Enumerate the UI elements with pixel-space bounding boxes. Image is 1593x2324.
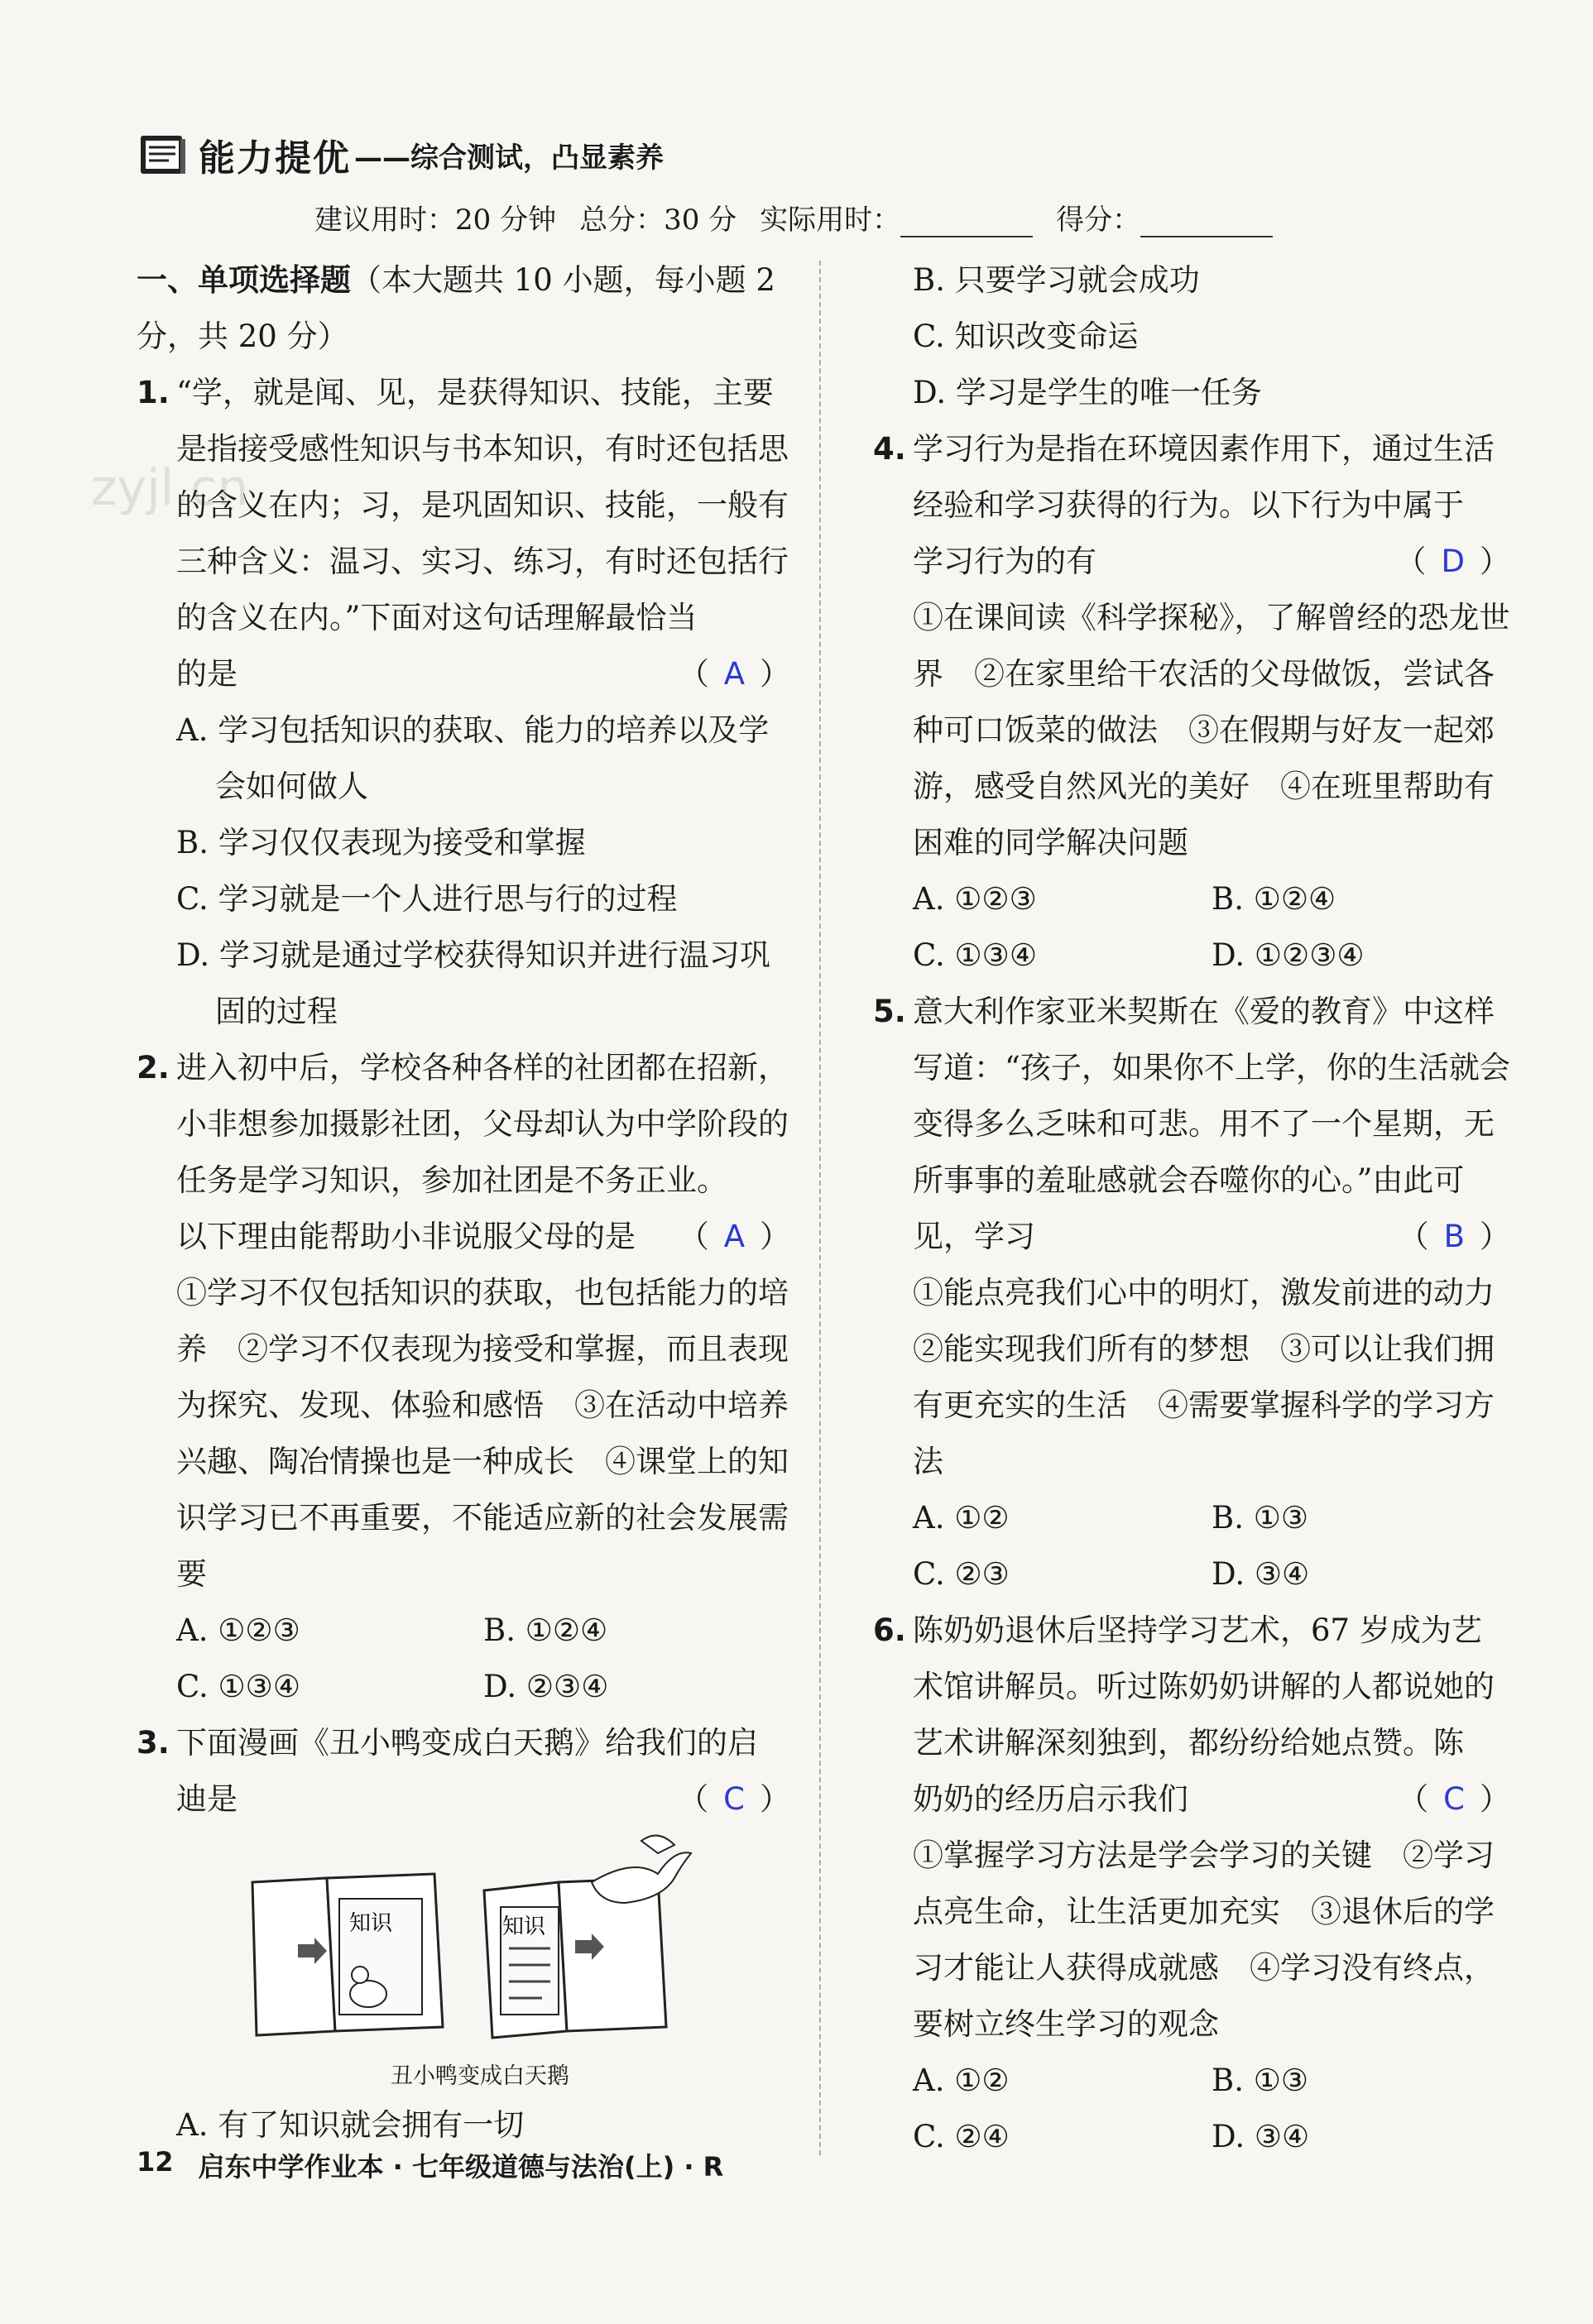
option-c[interactable]: C. ②③ xyxy=(913,1556,1010,1592)
book-icon xyxy=(139,131,187,179)
question-stem: 陈奶奶退休后坚持学习艺术，67 岁成为艺术馆讲解员。听过陈奶奶讲解的人都说她的艺术讲解深刻独到，都纷纷给她点赞。陈 xyxy=(913,1612,1495,1761)
option-b[interactable]: B. 学习仅仅表现为接受和掌握 xyxy=(176,825,586,860)
option-a[interactable]: A. 有了知识就会拥有一切 xyxy=(176,2107,525,2143)
question-stem-tail: 奶奶的经历启示我们 xyxy=(913,1781,1188,1817)
option-a[interactable]: A. ①②③ xyxy=(913,881,1037,917)
option-b[interactable]: B. ①③ xyxy=(1212,1500,1309,1536)
question-number: 2. xyxy=(137,1050,170,1085)
section-banner xyxy=(139,122,664,187)
question-statements: ①学习不仅包括知识的获取，也包括能力的培养 ②学习不仅表现为接受和掌握，而且表现为探究、发现、体验和感悟 ③在活动中培养兴趣、陶冶情操也是一种成长 ④课堂上的知识学习已不再重要，不能适应新的社会发展需要 xyxy=(176,1275,789,1592)
option-b[interactable]: B. ①②④ xyxy=(483,1612,608,1648)
question-6 xyxy=(873,1603,1510,2053)
section-heading xyxy=(137,252,790,365)
cartoon-caption: 丑小鸭变成白天鹅 xyxy=(391,2063,569,2089)
answer-letter: D xyxy=(1441,544,1465,579)
question-1 xyxy=(137,365,790,702)
book-title: 启东中学作业本 · 七年级道德与法治(上) · R xyxy=(198,2151,724,2183)
question-stem-tail: 学习行为的有 xyxy=(913,544,1096,579)
answer-bracket: （ B ） xyxy=(1398,1219,1510,1254)
actual-time-blank[interactable] xyxy=(900,211,1033,237)
option-a[interactable]: A. ①② xyxy=(913,1500,1010,1536)
column-divider xyxy=(819,261,821,2155)
question-stem: “学，就是闻、见，是获得知识、技能，主要是指接受感性知识与书本知识，有时还包括思的含义在内；习，是巩固知识、技能，一般有三种含义：温习、实习、练习，有时还包括行的含义在内。”下面对这句话理解最恰当 xyxy=(176,375,789,635)
question-stem: 下面漫画《丑小鸭变成白天鹅》给我们的启 xyxy=(176,1725,758,1761)
total-score: 总分：30 分 xyxy=(579,204,737,237)
question-number: 3. xyxy=(137,1725,170,1761)
answer-letter: A xyxy=(723,656,745,692)
option-d[interactable]: D. 学习就是通过学校获得知识并进行温习巩固的过程 xyxy=(176,937,770,1029)
option-b[interactable]: B. 只要学习就会成功 xyxy=(913,262,1200,298)
right-column xyxy=(873,252,1525,2165)
test-meta xyxy=(314,197,1273,237)
options-grid xyxy=(137,1603,790,1715)
question-stem-tail: 以下理由能帮助小非说服父母的是 xyxy=(176,1219,636,1254)
page-number: 12 xyxy=(137,2146,174,2178)
suggest-time: 建议用时：20 分钟 xyxy=(314,204,557,237)
answer-bracket: （ D ） xyxy=(1395,544,1510,579)
option-d[interactable]: D. ②③④ xyxy=(483,1669,609,1704)
section-title: 一、单项选择题 xyxy=(137,262,351,298)
option-c[interactable]: C. ②④ xyxy=(913,2119,1010,2154)
answer-bracket: （ C ） xyxy=(678,1781,790,1817)
score: 得分： xyxy=(1056,197,1273,237)
question-number: 5. xyxy=(873,994,906,1029)
question-5 xyxy=(873,984,1525,1490)
options-grid xyxy=(873,871,1510,984)
answer-letter: C xyxy=(1443,1781,1465,1817)
question-number: 1. xyxy=(137,375,170,410)
score-blank[interactable] xyxy=(1140,211,1273,237)
options-grid xyxy=(873,2053,1510,2165)
option-d[interactable]: D. ③④ xyxy=(1212,2119,1310,2154)
option-c[interactable]: C. 学习就是一个人进行思与行的过程 xyxy=(176,881,678,917)
question-stem: 意大利作家亚米契斯在《爱的教育》中这样写道：“孩子，如果你不上学，你的生活就会变得多么乏味和可悲。用不了一个星期，无所事事的羞耻感就会吞噬你的心。”由此可 xyxy=(913,994,1510,1198)
answer-letter: C xyxy=(723,1781,745,1817)
question-4 xyxy=(873,421,1510,871)
answer-bracket: （ A ） xyxy=(678,656,790,692)
question-stem-tail: 迪是 xyxy=(176,1781,238,1817)
answer-letter: B xyxy=(1443,1219,1465,1254)
option-a[interactable]: A. ①② xyxy=(913,2063,1010,2098)
option-b[interactable]: B. ①②④ xyxy=(1212,881,1336,917)
page-footer xyxy=(137,2146,723,2184)
option-c[interactable]: C. 知识改变命运 xyxy=(913,319,1139,354)
cartoon-illustration xyxy=(137,1833,790,2056)
question-statements: ①能点亮我们心中的明灯，激发前进的动力 ②能实现我们所有的梦想 ③可以让我们拥有更充实的生活 ④需要掌握科学的学习方法 xyxy=(913,1275,1525,1479)
option-d[interactable]: D. 学习是学生的唯一任务 xyxy=(913,375,1262,410)
option-a[interactable]: A. 学习包括知识的获取、能力的培养以及学会如何做人 xyxy=(176,712,770,804)
question-stem: 进入初中后，学校各种各样的社团都在招新，小非想参加摄影社团，父母却认为中学阶段的任务是学习知识，参加社团是不务正业。 xyxy=(176,1050,789,1198)
banner-subtitle: ——综合测试，凸显素养 xyxy=(354,141,664,175)
section-note: （本大题共 10 小题，每小题 2 分，共 20 分） xyxy=(137,262,775,354)
book-label-left: 知识 xyxy=(349,1911,393,1936)
question-stem-tail: 见，学习 xyxy=(913,1219,1035,1254)
question-stem: 学习行为是指在环境因素作用下，通过生活经验和学习获得的行为。以下行为中属于 xyxy=(913,431,1495,523)
option-c[interactable]: C. ①③④ xyxy=(176,1669,301,1704)
banner-title: 能力提优 xyxy=(199,137,351,180)
option-d[interactable]: D. ①②③④ xyxy=(1212,937,1365,973)
question-number: 4. xyxy=(873,431,906,467)
question-2 xyxy=(137,1040,790,1603)
book-label-right: 知识 xyxy=(502,1914,546,1939)
question-stem-tail: 的是 xyxy=(176,656,238,692)
question-number: 6. xyxy=(873,1612,906,1648)
option-b[interactable]: B. ①③ xyxy=(1212,2063,1309,2098)
question-3 xyxy=(137,1715,790,1828)
answer-bracket: （ A ） xyxy=(678,1219,790,1254)
question-statements: ①掌握学习方法是学会学习的关键 ②学习点亮生命，让生活更加充实 ③退休后的学习才能让人获得成就感 ④学习没有终点，要树立终生学习的观念 xyxy=(913,1838,1495,2042)
answer-letter: A xyxy=(723,1219,745,1254)
watermark: zyjl.cn xyxy=(91,459,249,517)
left-column xyxy=(137,252,790,2154)
option-d[interactable]: D. ③④ xyxy=(1212,1556,1310,1592)
actual-time: 实际用时： xyxy=(760,197,1033,237)
options-grid xyxy=(873,1490,1510,1603)
answer-bracket: （ C ） xyxy=(1398,1781,1510,1817)
duckling-swan-cartoon xyxy=(244,1833,708,2056)
option-a[interactable]: A. ①②③ xyxy=(176,1612,300,1648)
option-c[interactable]: C. ①③④ xyxy=(913,937,1038,973)
question-statements: ①在课间读《科学探秘》，了解曾经的恐龙世界 ②在家里给干农活的父母做饭，尝试各种可口饭菜的做法 ③在假期与好友一起郊游，感受自然风光的美好 ④在班里帮助有困难的同学解决问题 xyxy=(913,600,1510,860)
